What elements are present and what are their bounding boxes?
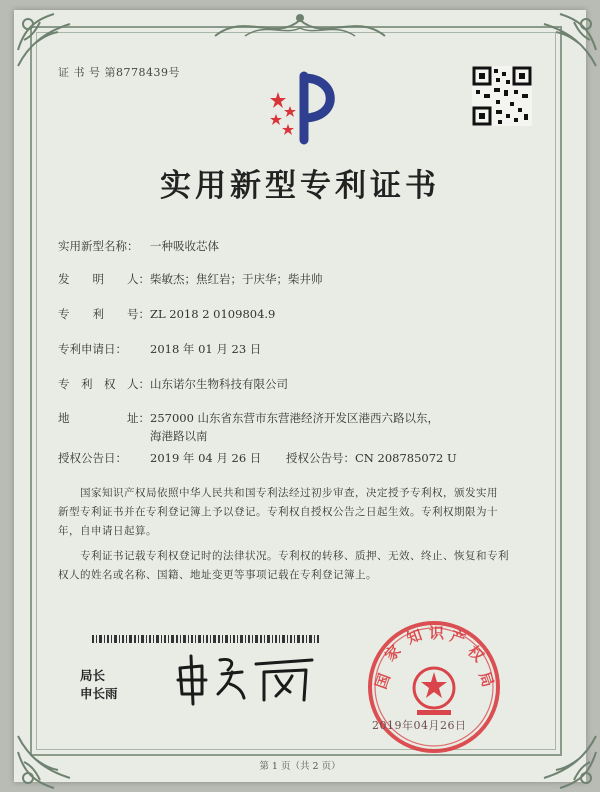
field-label: 发 明 人： xyxy=(58,272,150,286)
svg-text:产: 产 xyxy=(447,626,468,649)
field-label: 专利申请日： xyxy=(58,342,127,356)
signature-icon xyxy=(172,650,322,706)
corner-ornament-icon xyxy=(530,722,600,792)
paragraph-line: 年，自申请日起算。 xyxy=(58,525,157,537)
svg-text:家: 家 xyxy=(381,641,405,665)
field-label: 实用新型名称： xyxy=(58,239,139,253)
barcode-strip xyxy=(92,628,322,636)
seal-date: 2019年04月26日 xyxy=(372,719,467,732)
field-row-name xyxy=(58,238,219,254)
field-label: 专 利 权 人： xyxy=(58,377,150,391)
field-value: 257000 山东省东营市东营港经济开发区港西六路以东， xyxy=(150,411,440,425)
certificate-number: 证 书 号 第8778439号 xyxy=(58,66,180,79)
field-row-patentee xyxy=(58,376,288,392)
svg-text:国: 国 xyxy=(371,671,394,692)
field-label: 专 利 号： xyxy=(58,307,150,321)
paragraph-line: 专利证书记载专利权登记时的法律状况。专利权的转移、质押、无效、终止、恢复和专利 xyxy=(58,550,509,562)
field-value: 一种吸收芯体 xyxy=(150,239,219,253)
cnipa-logo-icon xyxy=(258,70,350,146)
field-value: 2018 年 01 月 23 日 xyxy=(150,342,262,356)
corner-ornament-icon xyxy=(14,722,84,792)
field-value: 柴敏杰；焦红岩；于庆华；柴井帅 xyxy=(150,272,323,286)
field-value: 海港路以南 xyxy=(150,429,208,443)
director-name: 申长雨 xyxy=(80,686,118,701)
paragraph-line: 新型专利证书并在专利登记簿上予以登记。专利权自授权公告之日起生效。专利权期限为十 xyxy=(58,506,498,518)
announcement-number: 授权公告号：CN 208785072 U xyxy=(286,451,457,465)
top-ornament-icon xyxy=(205,6,395,46)
svg-text:知: 知 xyxy=(404,625,425,648)
qr-code-icon xyxy=(472,66,532,126)
svg-text:权: 权 xyxy=(464,642,488,666)
field-row-grant-date xyxy=(58,450,261,466)
field-value: ZL 2018 2 0109804.9 xyxy=(150,307,276,321)
page-number: 第 1 页（共 2 页） xyxy=(259,761,341,772)
certificate-title: 实用新型专利证书 xyxy=(160,168,440,204)
field-label: 授权公告日： xyxy=(58,451,127,465)
corner-ornament-icon xyxy=(530,10,600,80)
director-block xyxy=(80,667,118,703)
svg-text:识: 识 xyxy=(429,624,445,642)
paragraph-line: 国家知识产权局依照中华人民共和国专利法经过初步审查，决定授予专利权，颁发实用 xyxy=(58,487,498,499)
field-row-patent-number xyxy=(58,306,275,322)
field-value: 山东诺尔生物科技有限公司 xyxy=(150,377,288,391)
paragraph-line: 权人的姓名或名称、国籍、地址变更等事项记载在专利登记簿上。 xyxy=(58,569,377,581)
svg-text:局: 局 xyxy=(475,669,498,690)
field-label: 地 址： xyxy=(58,411,150,425)
field-value: 2019 年 04 月 26 日 xyxy=(150,451,262,465)
director-title: 局长 xyxy=(80,668,106,683)
field-row-address xyxy=(58,410,439,426)
field-row-application-date xyxy=(58,341,261,357)
field-row-inventors xyxy=(58,271,323,287)
official-seal-icon xyxy=(365,618,503,756)
field-row-address-cont xyxy=(58,428,208,444)
